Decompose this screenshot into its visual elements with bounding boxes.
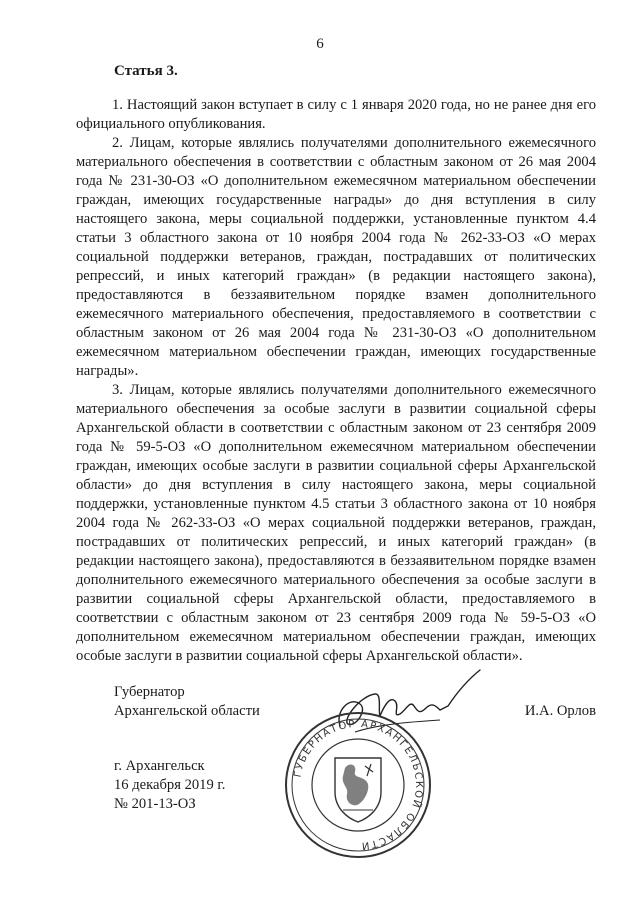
article-body bbox=[76, 96, 596, 666]
city: г. Архангельск bbox=[114, 758, 205, 774]
signatory-position bbox=[114, 683, 260, 721]
paragraph-1: 1. Настоящий закон вступает в силу с 1 января 2020 года, но не ранее дня его официального опубликования. bbox=[76, 97, 596, 132]
seal-text: ГУБЕРНАТОР АРХАНГЕЛЬСКОЙ ОБЛАСТИ bbox=[292, 718, 425, 852]
official-seal bbox=[283, 710, 433, 860]
law-number: № 201-13-ОЗ bbox=[114, 796, 196, 812]
paragraph-3: 3. Лицам, которые являлись получателями дополнительного ежемесячного материального обеспечения за особые заслуги в развитии социальной сферы Архангельской области в соответствии с областным законом от 23 сентября 2009 года № 59-5-ОЗ «О дополнительном ежемесячном материальном обеспечении граждан, имеющих особые заслуги в развитии социальной сферы Архангельской области» до дня вступления в силу настоящего закона, меры социальной поддержки, установленные пунктом 4.5 статьи 3 областного закона от 10 ноября 2004 года № 262-33-ОЗ «О мерах социальной поддержки ветеранов, граждан, пострадавших от политических репрессий, и иных категорий граждан» (в редакции настоящего закона), предоставляются в беззаявительном порядке взамен дополнительного ежемесячного материального обеспечения за особые заслуги в развитии социальной сферы Архангельской области, предоставляемого в соответствии с областным законом от 23 сентября 2009 года № 59-5-ОЗ «О дополнительном ежемесячном материальном обеспечении граждан, имеющих особые заслуги в развитии социальной сферы Архангельской области». bbox=[76, 382, 596, 664]
signatory-name: И.А. Орлов bbox=[524, 703, 596, 719]
date: 16 декабря 2019 г. bbox=[114, 777, 226, 793]
position-line-2: Архангельской области bbox=[114, 703, 260, 719]
position-line-1: Губернатор bbox=[114, 684, 185, 700]
place-date-block bbox=[114, 757, 225, 814]
paragraph-2: 2. Лицам, которые являлись получателями дополнительного ежемесячного материального обеспечения в соответствии с областным законом от 26 мая 2004 года № 231-30-ОЗ «О дополнительном ежемесячном материальном обеспечении граждан, имеющих государственные награды» до дня вступления в силу настоящего закона, меры социальной поддержки, установленные пунктом 4.4 статьи 3 областного закона от 10 ноября 2004 года № 262-33-ОЗ «О мерах социальной поддержки ветеранов, граждан, пострадавших от политических репрессий, и иных категорий граждан» (в редакции настоящего закона), предоставляются в беззаявительном порядке взамен дополнительного ежемесячного материального обеспечения, предоставляемого в соответствии с областным законом от 26 мая 2004 года № 231-30-ОЗ «О дополнительном ежемесячном материальном обеспечении граждан, имеющих государственные награды». bbox=[76, 135, 596, 379]
page-number: 6 bbox=[316, 36, 324, 52]
article-title: Статья 3. bbox=[114, 63, 178, 79]
